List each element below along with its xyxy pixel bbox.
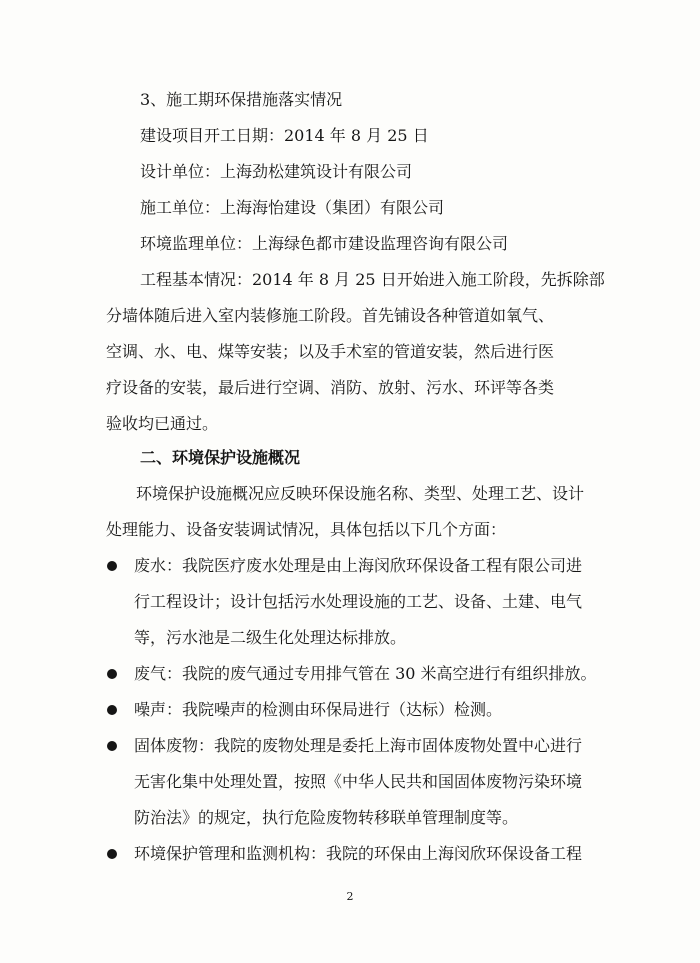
wastewater-line-2: 行工程设计；设计包括污水处理设施的工艺、设备、土建、电气 <box>134 592 583 611</box>
bullet-dot-icon <box>107 741 117 751</box>
basic-info-line-1: 工程基本情况：2014 年 8 月 25 日开始进入施工阶段，先拆除部 <box>140 270 605 289</box>
exhaust-line-1: 废气：我院的废气通过专用排气管在 30 米高空进行有组织排放。 <box>134 664 597 683</box>
page-number: 2 <box>346 890 354 903</box>
solid-waste-line-3: 防治法》的规定，执行危险废物转移联单管理制度等。 <box>134 808 519 827</box>
bullet-dot-icon <box>107 705 117 715</box>
section-2-intro-line-2: 处理能力、设备安装调试情况，具体包括以下几个方面： <box>106 520 507 539</box>
construction-unit: 施工单位：上海海怡建设（集团）有限公司 <box>140 198 445 217</box>
environmental-management-line-1: 环境保护管理和监测机构：我院的环保由上海闵欣环保设备工程 <box>134 844 583 863</box>
wastewater-line-3: 等，污水池是二级生化处理达标排放。 <box>134 628 407 647</box>
project-start-date: 建设项目开工日期：2014 年 8 月 25 日 <box>140 126 429 145</box>
section-2-heading: 二、环境保护设施概况 <box>140 448 301 467</box>
bullet-dot-icon <box>107 669 117 679</box>
wastewater-line-1: 废水：我院医疗废水处理是由上海闵欣环保设备工程有限公司进 <box>134 556 583 575</box>
basic-info-line-4: 疗设备的安装，最后进行空调、消防、放射、污水、环评等各类 <box>106 378 555 397</box>
solid-waste-line-2: 无害化集中处理处置，按照《中华人民共和国固体废物污染环境 <box>134 772 583 791</box>
noise-line-1: 噪声：我院噪声的检测由环保局进行（达标）检测。 <box>134 700 503 719</box>
design-unit: 设计单位：上海劲松建筑设计有限公司 <box>140 162 413 181</box>
bullet-dot-icon <box>107 849 117 859</box>
basic-info-line-2: 分墙体随后进入室内装修施工阶段。首先铺设各种管道如氧气、 <box>106 306 555 325</box>
basic-info-line-3: 空调、水、电、煤等安装；以及手术室的管道安装，然后进行医 <box>106 342 555 361</box>
section-2-intro-line-1: 环境保护设施概况应反映环保设施名称、类型、处理工艺、设计 <box>136 484 585 503</box>
section-3-heading: 3、施工期环保措施落实情况 <box>140 90 343 109</box>
solid-waste-line-1: 固体废物：我院的废物处理是委托上海市固体废物处置中心进行 <box>134 736 583 755</box>
basic-info-line-5: 验收均已通过。 <box>106 414 219 433</box>
bullet-dot-icon <box>107 561 117 571</box>
supervision-unit: 环境监理单位：上海绿色都市建设监理咨询有限公司 <box>140 234 509 253</box>
